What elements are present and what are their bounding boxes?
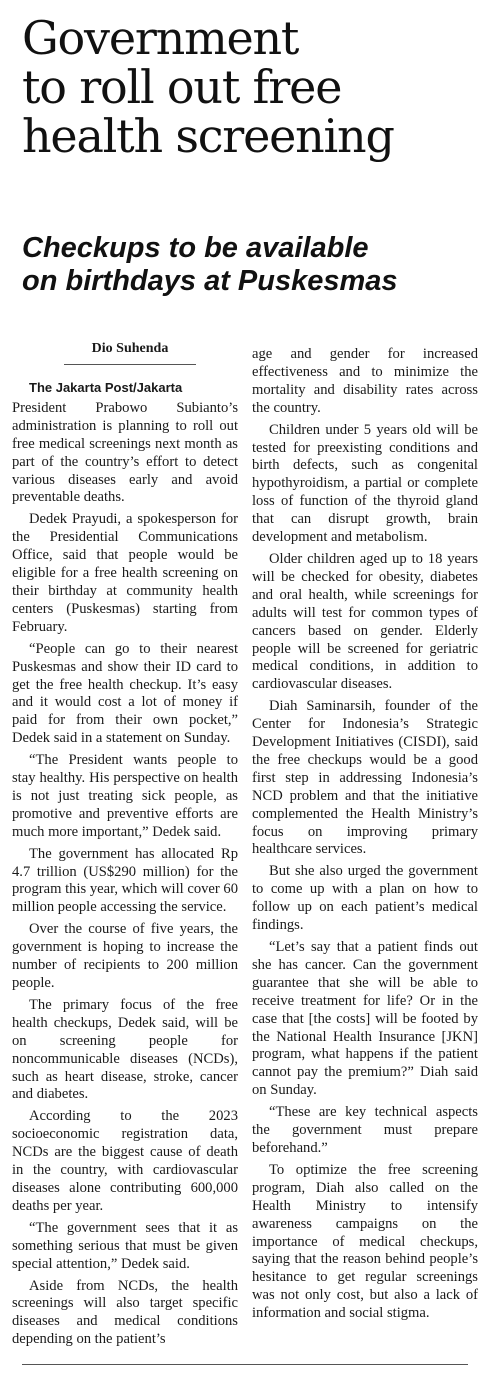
article-column-left: [12, 340, 238, 1353]
article-paragraph: The primary focus of the free health checkups, Dedek said, will be on screening people for noncommunicable diseases (NCDs), such as heart disease, stroke, cancer and diabetes.: [12, 996, 238, 1103]
article-paragraph: “Let’s say that a patient finds out she has cancer. Can the government guarantee that she will be able to receive treatment for life? Or in the case that [the costs] will be footed by the National Health Insurance [JKN] program, what happens if the patient cannot pay the premium?” Diah said on Sunday.: [252, 939, 478, 1099]
article-paragraph: Diah Saminarsih, founder of the Center for Indonesia’s Strategic Development Initiatives (CISDI), said the free checkups would be a good first step in addressing Indonesia’s NCD problem and that the initiative complemented the Health Ministry’s focus on improving primary healthcare services.: [252, 698, 478, 858]
headline: [22, 11, 482, 163]
article-paragraph: Children under 5 years old will be tested for preexisting conditions and birth defects, such as congenital hypothyroidism, a partial or complete loss of function of the thyroid gland that can disrupt growth, brain development and metabolism.: [252, 421, 478, 546]
article-paragraph: To optimize the free screening program, Diah also called on the Health Ministry to intensify awareness campaigns on the importance of medical checkups, saying that the reason behind people’s hesitance to get regular screenings was not only cost, but also a lack of information and social stigma.: [252, 1161, 478, 1322]
headline-line: health screening: [22, 109, 394, 163]
article-paragraph: age and gender for increased effectiveness and to minimize the mortality and disability rates across the country.: [252, 346, 478, 416]
article-paragraph: The government has allocated Rp 4.7 trillion (US$290 million) for the program this year, which will cover 60 million people accessing the service.: [12, 845, 238, 916]
article-paragraph: Older children aged up to 18 years will be checked for obesity, diabetes and oral health, while screenings for adults will test for common types of cancers based on gender. Elderly people will be screened for geriatric medical conditions, in addition to cardiovascular diseases.: [252, 550, 478, 693]
article-paragraph: According to the 2023 socioeconomic registration data, NCDs are the biggest cause of death in the country, with cardiovascular diseases alone contributing 600,000 deaths per year.: [12, 1108, 238, 1214]
article-paragraph: “The government sees that it as something serious that must be given special attention,” Dedek said.: [12, 1219, 238, 1272]
article-paragraph: “These are key technical aspects the government must prepare beforehand.”: [252, 1104, 478, 1156]
headline-line: Government: [22, 11, 299, 65]
byline: Dio Suhenda: [64, 340, 196, 365]
subheadline-line: on birthdays at Puskesmas: [22, 265, 398, 297]
dateline: The Jakarta Post/Jakarta: [29, 379, 183, 395]
article-paragraph: Over the course of five years, the government is hoping to increase the number of recipients to 200 million people.: [12, 921, 238, 991]
article-paragraph: “People can go to their nearest Puskesmas and show their ID card to get the free health checkup. It’s easy and it would cost a lot of money if paid for from their own pocket,” Dedek said in a statement on Sunday.: [12, 640, 238, 747]
bottom-rule: [22, 1364, 468, 1365]
article-paragraph: “The President wants people to stay healthy. His perspective on health is not just treating sick people, as promotive and preventive efforts are much more important,” Dedek said.: [12, 752, 238, 840]
article-paragraph: Aside from NCDs, the health screenings will also target specific diseases and medical conditions depending on the patient’s: [12, 1277, 238, 1348]
headline-line: to roll out free: [22, 60, 342, 114]
article-column-right: [252, 346, 478, 1327]
subheadline-line: Checkups to be available: [22, 232, 369, 264]
article-paragraph: But she also urged the government to come up with a plan on how to follow up on each patient’s medical findings.: [252, 863, 478, 934]
article-paragraph: Dedek Prayudi, a spokesperson for the Presidential Communications Office, said that people would be eligible for a free health screening on their birthday at community health centers (Puskesmas) starting from February.: [12, 511, 238, 635]
subheadline: [22, 232, 482, 298]
article-paragraph: President Prabowo Subianto’s administration is planning to roll out free medical screenings next month as part of the country’s effort to detect various diseases early and avoid preventable deaths.: [12, 399, 238, 506]
